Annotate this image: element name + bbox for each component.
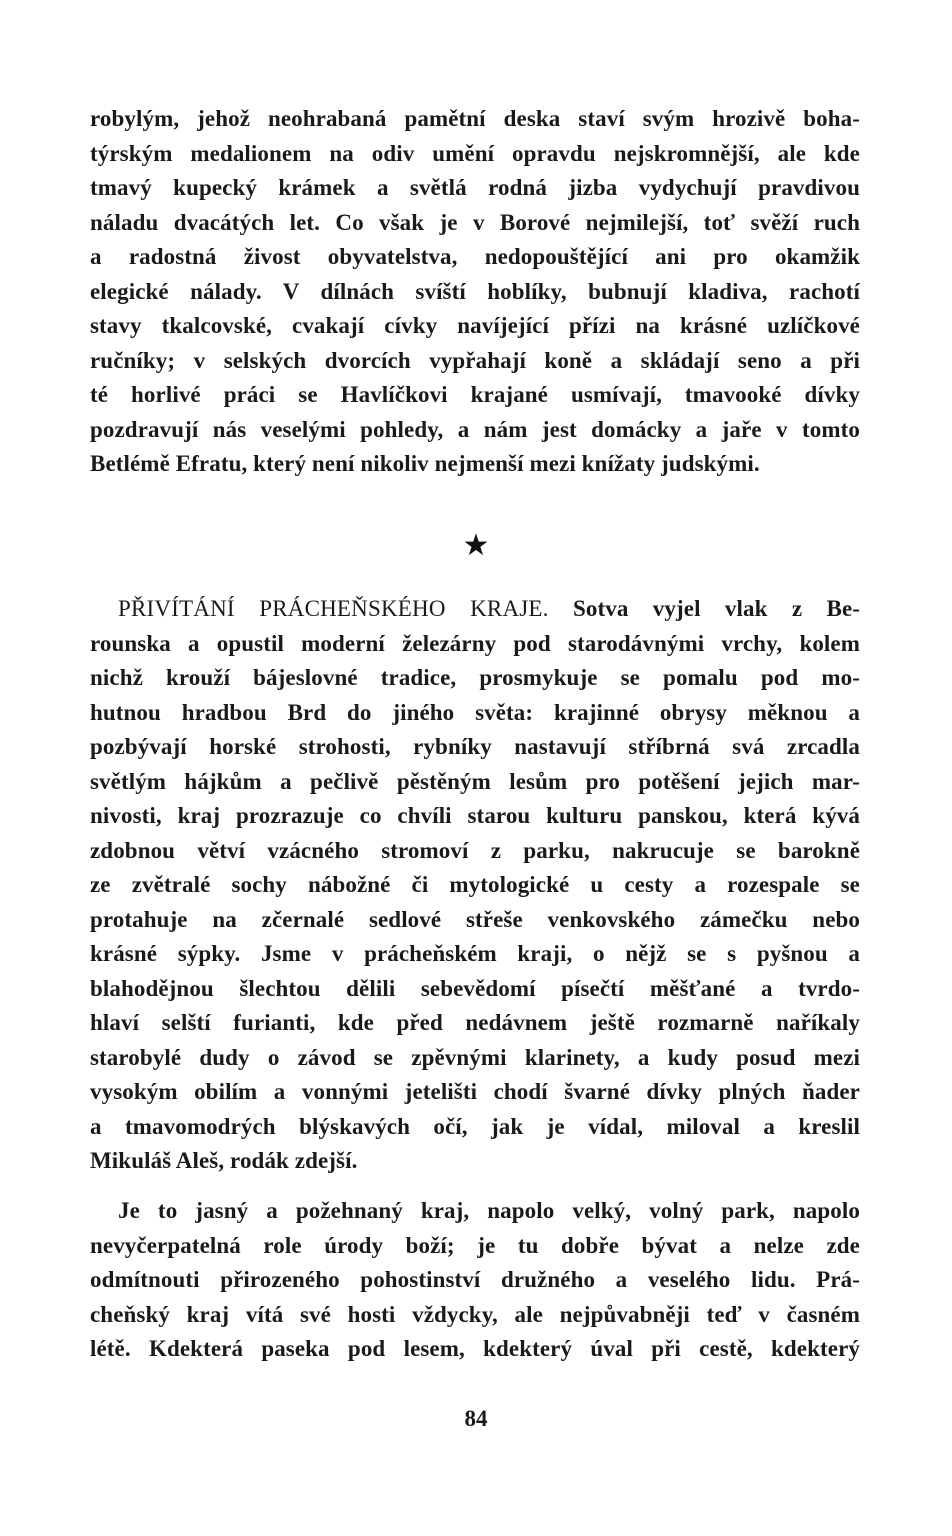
text-line: létě. Kdekterá paseka pod lesem, kdekterý úval při cestě, kdekterý bbox=[90, 1336, 860, 1361]
text-line: a radostná živost obyvatelstva, nedopouštějící ani pro okamžik bbox=[90, 244, 860, 269]
text-line: Betlémě Efratu, který není nikoliv nejmenší mezi knížaty judskými. bbox=[90, 451, 760, 476]
text-line: cheňský kraj vítá své hosti vždycky, ale nejpůvabněji teď v časném bbox=[90, 1301, 860, 1327]
section-prachen-region bbox=[90, 592, 860, 1179]
text-line: světlým hájkům a pečlivě pěstěným lesům pro potěšení jejich mar- bbox=[90, 768, 860, 794]
paragraph-borova bbox=[90, 102, 860, 482]
text-line: protahuje na zčernalé sedlové střeše venkovského zámečku nebo bbox=[90, 906, 860, 932]
text-line: a tmavomodrých blýskavých očí, jak je vídal, miloval a kreslil bbox=[90, 1113, 860, 1139]
section-first-line bbox=[90, 592, 860, 627]
text-line: blahodějnou šlechtou dělili sebevědomí písečtí měšťané a tvrdo- bbox=[90, 975, 860, 1001]
text-line: hutnou hradbou Brd do jiného světa: krajinné obrysy měknou a bbox=[90, 699, 860, 725]
text-line: Je to jasný a požehnaný kraj, napolo velký, volný park, napolo bbox=[118, 1198, 860, 1223]
text-line: tmavý kupecký krámek a světlá rodná jizba vydychují pravdivou bbox=[90, 175, 860, 200]
text-line: elegické nálady. V dílnách svíští hoblíky, bubnují kladiva, rachotí bbox=[90, 278, 860, 304]
text-line: té horlivé práci se Havlíčkovi krajané usmívají, tmavooké dívky bbox=[90, 382, 860, 407]
text-line: pozdravují nás veselými pohledy, a nám jest domácky a jaře v tomto bbox=[90, 416, 860, 442]
text-line: krásné sýpky. Jsme v prácheňském kraji, o nějž se s pyšnou a bbox=[90, 941, 860, 966]
text-line: robylým, jehož neohrabaná pamětní deska staví svým hrozivě boha- bbox=[90, 106, 860, 131]
text-line: rounska a opustil moderní železárny pod starodávnými vrchy, kolem bbox=[90, 630, 860, 656]
text-line: hlaví selští furianti, kde před nedávnem ještě rozmarně naříkaly bbox=[90, 1010, 860, 1035]
text-line: nivosti, kraj prozrazuje co chvíli starou kulturu panskou, která kývá bbox=[90, 803, 860, 828]
text-line: nichž krouží bájeslovné tradice, prosmykuje se pomalu pod mo- bbox=[90, 665, 860, 690]
paragraph-prachen-welcome bbox=[90, 1194, 860, 1367]
section-first-line-text: Sotva vyjel vlak z Be- bbox=[548, 596, 861, 621]
text-line: zdobnou větví vzácného stromoví z parku, nakrucuje se barokně bbox=[90, 837, 860, 863]
page-number: 84 bbox=[464, 1406, 488, 1431]
section-heading: PŘIVÍTÁNÍ PRÁCHEŇSKÉHO KRAJE. bbox=[118, 596, 549, 621]
text-line: Mikuláš Aleš, rodák zdejší. bbox=[90, 1148, 358, 1173]
text-line: pozbývají horské strohosti, rybníky nastavují stříbrná svá zrcadla bbox=[90, 734, 860, 759]
text-line: ze zvětralé sochy nábožné či mytologické u cesty a rozespale se bbox=[90, 872, 860, 897]
text-line: náladu dvacátých let. Co však je v Borové nejmilejší, toť svěží ruch bbox=[90, 209, 860, 235]
text-line: nevyčerpatelná role úrody boží; je tu dobře bývat a nelze zde bbox=[90, 1232, 860, 1258]
text-line: starobylé dudy o závod se zpěvnými klarinety, a kudy posud mezi bbox=[90, 1044, 860, 1070]
text-line: odmítnouti přirozeného pohostinství družného a veselého lidu. Prá- bbox=[90, 1267, 860, 1292]
text-line: týrským medalionem na odiv umění opravdu nejskromnější, ale kde bbox=[90, 140, 860, 166]
text-line: vysokým obilím a vonnými jetelišti chodí švarné dívky plných ňader bbox=[90, 1079, 860, 1104]
text-line: stavy tkalcovské, cvakají cívky navíjející přízi na krásné uzlíčkové bbox=[90, 313, 860, 338]
section-separator-star: ★ bbox=[462, 529, 490, 562]
text-line: ručníky; v selských dvorcích vypřahají koně a skládají seno a při bbox=[90, 347, 860, 373]
